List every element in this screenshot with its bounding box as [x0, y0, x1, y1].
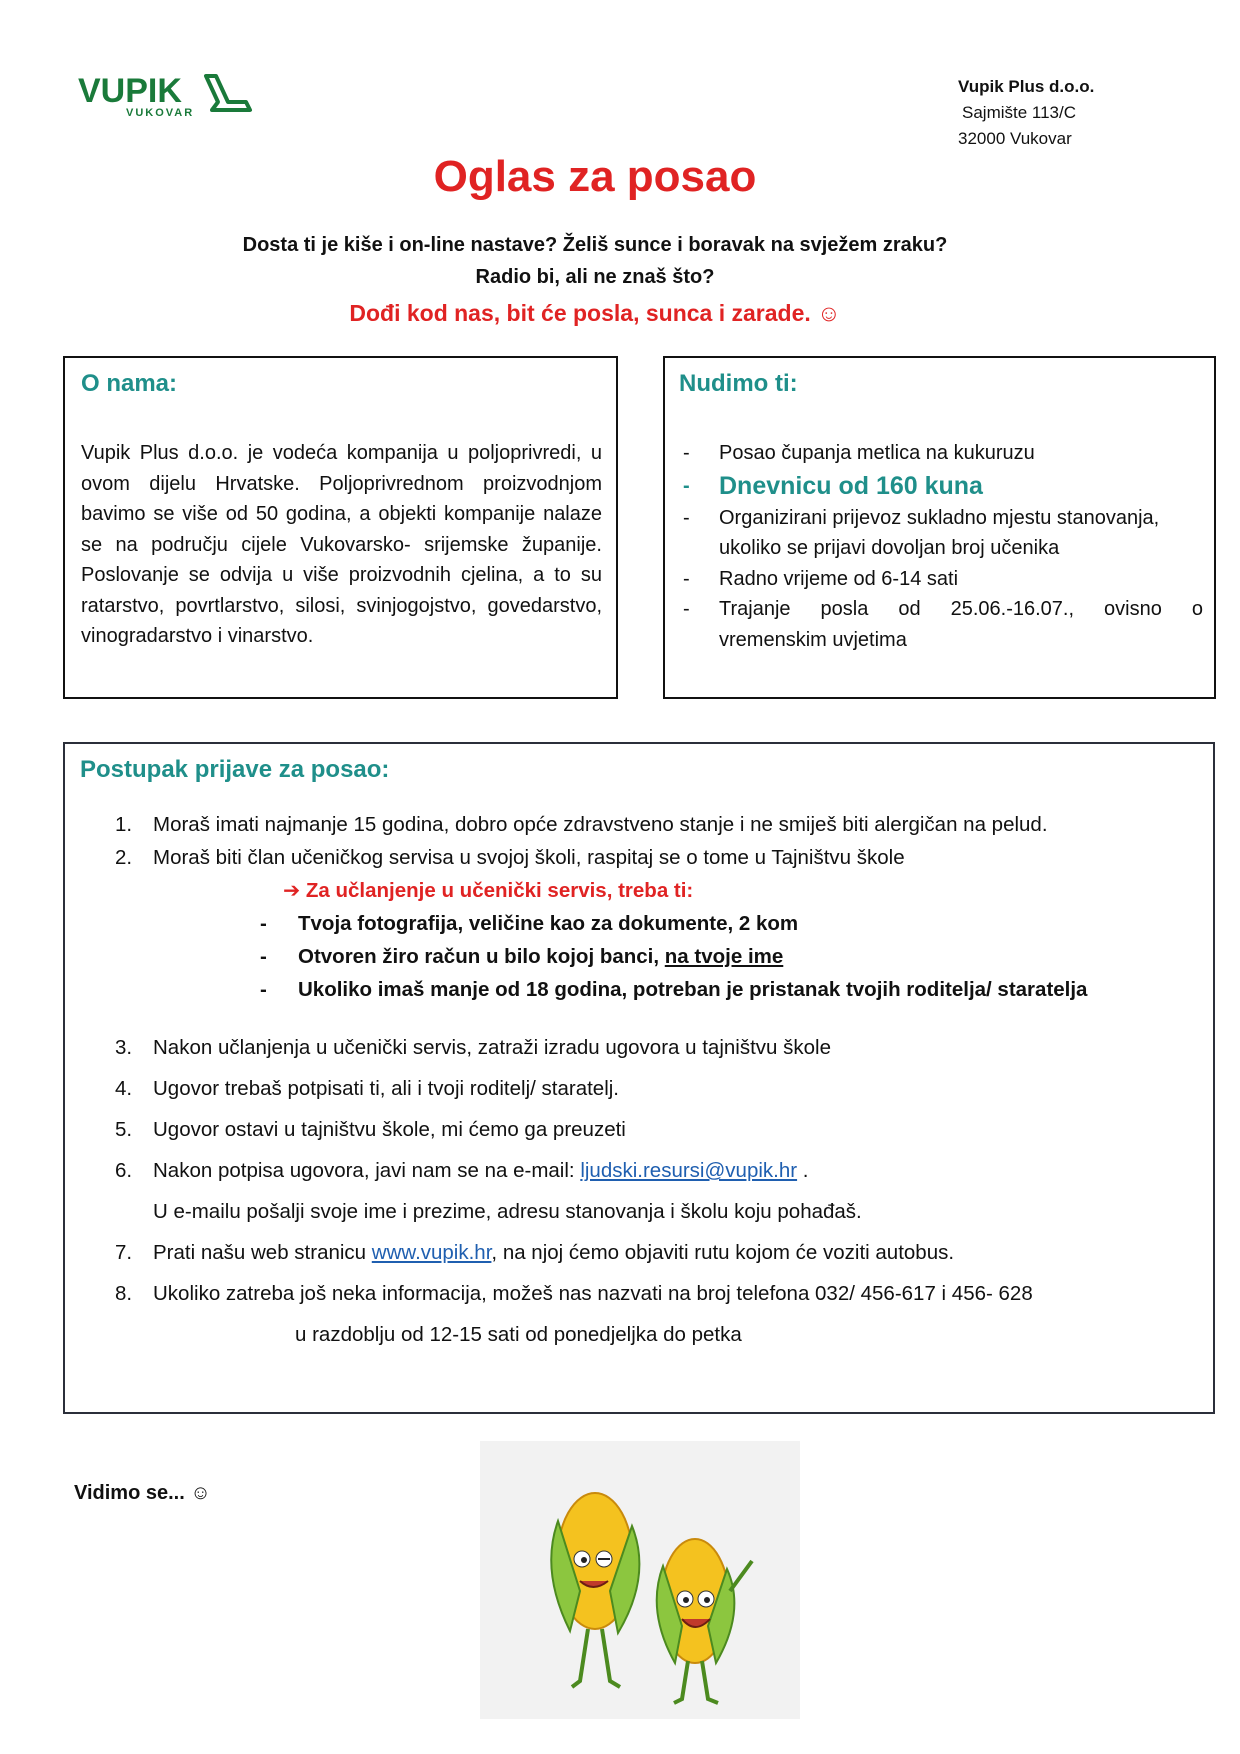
step-5: 5. Ugovor ostavi u tajništvu škole, mi ćemo ga preuzeti [115, 1118, 626, 1141]
company-street: Sajmište 113/C [962, 103, 1077, 122]
page-title: Oglas za posao [433, 152, 757, 201]
about-heading: O nama: [81, 370, 178, 397]
apply-heading: Postupak prijave za posao: [80, 756, 390, 783]
about-box [63, 356, 618, 699]
offer-item-wage: - Dnevnicu od 160 kuna [683, 471, 983, 500]
company-city: 32000 Vukovar [958, 129, 1072, 148]
step-6: 6. Nakon potpisa ugovora, javi nam se na e-mail: ljudski.resursi@vupik.hr . [115, 1159, 809, 1182]
offer-item: - Posao čupanja metlica na kukuruzu [683, 442, 1035, 464]
offer-box [663, 356, 1216, 699]
offer-item: - Organizirani prijevoz sukladno mjestu stanovanja, ukoliko se prijavi dovoljan broj učenika [683, 506, 1160, 559]
step-6-continuation: U e-mailu pošalji svoje ime i prezime, adresu stanovanja i školu koju pohađaš. [153, 1200, 862, 1223]
membership-title: ➔ Za učlanjenje u učenički servis, treba ti: [283, 879, 694, 902]
offer-item: - Trajanje posla od 25.06.-16.07., ovisno o [683, 598, 1203, 620]
intro-line-3: Dođi kod nas, bit će posla, sunca i zarade. ☺ [349, 300, 841, 326]
step-1: 1. Moraš imati najmanje 15 godina, dobro opće zdravstveno stanje i ne smiješ biti alergičan na pelud. [115, 813, 1048, 836]
vupik-logo [78, 72, 258, 132]
offer-item-continuation: vremenskim uvjetima [719, 628, 907, 651]
membership-item: - Otvoren žiro račun u bilo kojoj banci, na tvoje ime [260, 945, 784, 968]
email-link[interactable]: ljudski.resursi@vupik.hr [580, 1159, 798, 1182]
apply-steps [115, 808, 1205, 1351]
step-7: 7. Prati našu web stranicu www.vupik.hr, na njoj ćemo objaviti rutu kojom će voziti autobus. [115, 1241, 955, 1264]
membership-item: - Tvoja fotografija, veličine kao za dokumente, 2 kom [260, 912, 799, 935]
arrow-right-icon: ➔ [283, 879, 301, 902]
offer-heading: Nudimo ti: [679, 370, 798, 397]
step-4: 4. Ugovor trebaš potpisati ti, ali i tvoji roditelj/ staratelj. [115, 1077, 620, 1100]
step-2: 2. Moraš biti član učeničkog servisa u svojoj školi, raspitaj se o tome u Tajništvu škole [115, 846, 905, 869]
company-name: Vupik Plus d.o.o. [958, 77, 1095, 96]
apply-box [63, 742, 1215, 1414]
logo-subtext: VUKOVAR [126, 107, 195, 119]
membership-item: - Ukoliko imaš manje od 18 godina, potreban je pristanak tvojih roditelja/ staratelja [260, 978, 1088, 1001]
company-address [958, 74, 1094, 152]
logo-text: VUPIK [78, 72, 182, 110]
intro-line-1: Dosta ti je kiše i on-line nastave? Želiš sunce i boravak na svježem zraku? [242, 234, 948, 256]
corn-characters-image [480, 1441, 800, 1719]
about-text: Vupik Plus d.o.o. je vodeća kompanija u poljoprivredi, u ovom dijelu Hrvatske. Poljoprivrednom proizvodnjom bavimo se više od 50 godina, a objekti kompanije nalaze se na području cijele Vukovarsko- srijemske županije. Poslovanje se odvija u više proizvodnih cjelina, a to su ratarstvo, povrtlarstvo, silosi, svinjogojstvo, govedarstvo, vinogradarstvo i vinarstvo. [81, 442, 602, 647]
offer-item: - Radno vrijeme od 6-14 sati [683, 567, 959, 590]
vupik-logo-mark [78, 72, 268, 122]
step-8-continuation: u razdoblju od 12-15 sati od ponedjeljka do petka [295, 1323, 742, 1346]
closing-text: Vidimo se... ☺ [74, 1482, 211, 1504]
website-link[interactable]: www.vupik.hr [371, 1241, 492, 1264]
step-8: 8. Ukoliko zatreba još neka informacija, možeš nas nazvati na broj telefona 032/ 456-617 i 456- 628 [115, 1282, 1033, 1305]
corn-illustration [480, 1441, 800, 1719]
intro-line-2: Radio bi, ali ne znaš što? [475, 266, 715, 288]
offer-list [683, 438, 1203, 655]
step-3: 3. Nakon učlanjenja u učenički servis, zatraži izradu ugovora u tajništvu škole [115, 1036, 831, 1059]
